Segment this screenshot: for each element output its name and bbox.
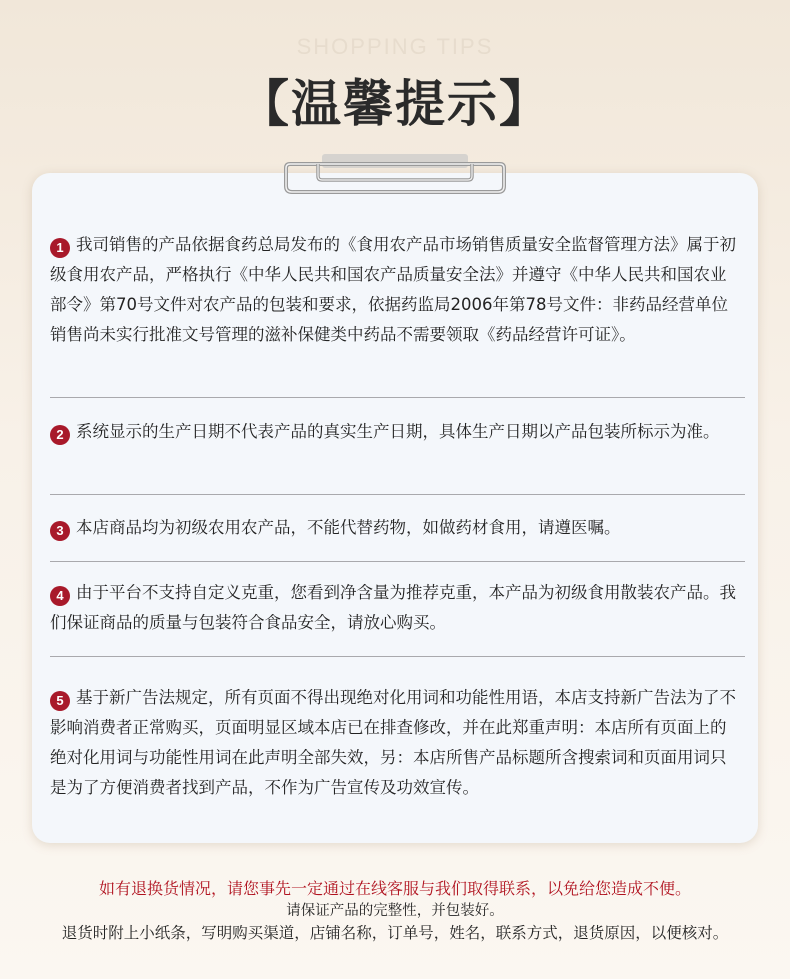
number-badge: 3: [50, 521, 70, 541]
footer-instructions: 退货时附上小纸条，写明购买渠道，店铺名称，订单号，姓名，联系方式，退货原因，以便核对。: [61, 924, 729, 942]
tip-item: [50, 230, 740, 350]
tip-text: 系统显示的生产日期不代表产品的真实生产日期，具体生产日期以产品包装所标示为准。: [76, 422, 720, 441]
divider: [50, 561, 745, 562]
footer-note: 请保证产品的完整性，并包装好。: [286, 903, 504, 919]
page-title: 【温馨提示】: [239, 75, 551, 133]
page-subtitle: SHOPPING TIPS: [296, 34, 494, 59]
tip-item: [50, 683, 740, 803]
number-badge: 5: [50, 691, 70, 711]
number-badge: 2: [50, 425, 70, 445]
divider: [50, 656, 745, 657]
divider: [50, 494, 745, 495]
tip-item: [50, 513, 740, 543]
divider: [50, 397, 745, 398]
tips-card: [32, 173, 758, 843]
tip-item: [50, 578, 740, 638]
number-badge: 4: [50, 586, 70, 606]
number-badge: 1: [50, 238, 70, 258]
tip-item: [50, 417, 740, 447]
tip-text: 基于新广告法规定，所有页面不得出现绝对化用词和功能性用语，本店支持新广告法为了不影响消费者正常购买，页面明显区域本店已在排查修改，并在此郑重声明：本店所有页面上的绝对化用词与功能性用词在此声明全部失效，另：本店所售产品标题所含搜索词和页面用词只是为了方便消费者找到产品，不作为广告宣传及功效宣传。: [50, 688, 736, 797]
paper-clip-icon: [282, 152, 508, 200]
tip-text: 本店商品均为初级农用农产品，不能代替药物，如做药材食用，请遵医嘱。: [76, 518, 621, 537]
footer-warning: 如有退换货情况，请您事先一定通过在线客服与我们取得联系，以免给您造成不便。: [98, 879, 691, 898]
tip-text: 由于平台不支持自定义克重，您看到净含量为推荐克重，本产品为初级食用散装农产品。我们保证商品的质量与包装符合食品安全，请放心购买。: [50, 583, 736, 632]
tip-text: 我司销售的产品依据食药总局发布的《食用农产品市场销售质量安全监督管理方法》属于初级食用农产品，严格执行《中华人民共和国农产品质量安全法》并遵守《中华人民共和国农业部令》第70号文件对农产品的包装和要求，依据药监局2006年第78号文件：非药品经营单位销售尚未实行批准文号管理的滋补保健类中药品不需要领取《药品经营许可证》。: [50, 235, 736, 344]
